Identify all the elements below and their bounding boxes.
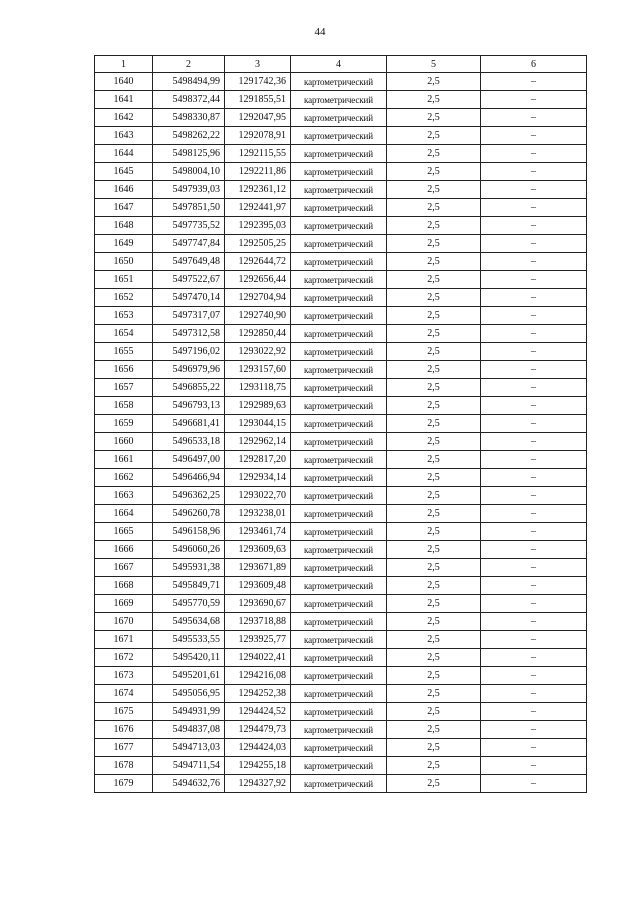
method-cell: картометрический — [291, 721, 387, 739]
table-row — [95, 541, 587, 559]
y-coordinate-cell: 1294255,18 — [225, 757, 291, 775]
method-cell: картометрический — [291, 541, 387, 559]
coordinates-table — [94, 55, 587, 793]
y-coordinate-cell: 1293671,89 — [225, 559, 291, 577]
table-row — [95, 703, 587, 721]
x-coordinate-cell: 5497522,67 — [153, 271, 225, 289]
x-coordinate-cell: 5496260,78 — [153, 505, 225, 523]
note-cell: – — [481, 505, 587, 523]
point-number-cell: 1679 — [95, 775, 153, 793]
point-number-cell: 1678 — [95, 757, 153, 775]
note-cell: – — [481, 91, 587, 109]
y-coordinate-cell: 1294424,52 — [225, 703, 291, 721]
header-cell: 4 — [291, 56, 387, 73]
method-cell: картометрический — [291, 217, 387, 235]
point-number-cell: 1660 — [95, 433, 153, 451]
y-coordinate-cell: 1293925,77 — [225, 631, 291, 649]
table-row — [95, 505, 587, 523]
note-cell: – — [481, 433, 587, 451]
y-coordinate-cell: 1292962,14 — [225, 433, 291, 451]
y-coordinate-cell: 1292934,14 — [225, 469, 291, 487]
table-row — [95, 91, 587, 109]
method-cell: картометрический — [291, 361, 387, 379]
x-coordinate-cell: 5494713,03 — [153, 739, 225, 757]
x-coordinate-cell: 5495931,38 — [153, 559, 225, 577]
point-number-cell: 1643 — [95, 127, 153, 145]
x-coordinate-cell: 5498004,10 — [153, 163, 225, 181]
table-row — [95, 217, 587, 235]
y-coordinate-cell: 1293157,60 — [225, 361, 291, 379]
accuracy-cell: 2,5 — [387, 109, 481, 127]
table-row — [95, 361, 587, 379]
point-number-cell: 1662 — [95, 469, 153, 487]
method-cell: картометрический — [291, 775, 387, 793]
method-cell: картометрический — [291, 469, 387, 487]
x-coordinate-cell: 5498372,44 — [153, 91, 225, 109]
accuracy-cell: 2,5 — [387, 253, 481, 271]
table-row — [95, 775, 587, 793]
method-cell: картометрический — [291, 415, 387, 433]
y-coordinate-cell: 1293609,63 — [225, 541, 291, 559]
accuracy-cell: 2,5 — [387, 451, 481, 469]
method-cell: картометрический — [291, 559, 387, 577]
point-number-cell: 1645 — [95, 163, 153, 181]
y-coordinate-cell: 1293461,74 — [225, 523, 291, 541]
x-coordinate-cell: 5497939,03 — [153, 181, 225, 199]
method-cell: картометрический — [291, 379, 387, 397]
x-coordinate-cell: 5495201,61 — [153, 667, 225, 685]
accuracy-cell: 2,5 — [387, 235, 481, 253]
method-cell: картометрический — [291, 613, 387, 631]
x-coordinate-cell: 5495420,11 — [153, 649, 225, 667]
method-cell: картометрический — [291, 433, 387, 451]
method-cell: картометрический — [291, 235, 387, 253]
x-coordinate-cell: 5497317,07 — [153, 307, 225, 325]
x-coordinate-cell: 5497851,50 — [153, 199, 225, 217]
header-cell: 5 — [387, 56, 481, 73]
note-cell: – — [481, 289, 587, 307]
table-row — [95, 307, 587, 325]
accuracy-cell: 2,5 — [387, 559, 481, 577]
y-coordinate-cell: 1293718,88 — [225, 613, 291, 631]
x-coordinate-cell: 5495849,71 — [153, 577, 225, 595]
note-cell: – — [481, 685, 587, 703]
x-coordinate-cell: 5496158,96 — [153, 523, 225, 541]
y-coordinate-cell: 1293238,01 — [225, 505, 291, 523]
note-cell: – — [481, 199, 587, 217]
method-cell: картометрический — [291, 757, 387, 775]
y-coordinate-cell: 1292817,20 — [225, 451, 291, 469]
note-cell: – — [481, 649, 587, 667]
x-coordinate-cell: 5497312,58 — [153, 325, 225, 343]
point-number-cell: 1650 — [95, 253, 153, 271]
point-number-cell: 1652 — [95, 289, 153, 307]
point-number-cell: 1675 — [95, 703, 153, 721]
method-cell: картометрический — [291, 451, 387, 469]
table-row — [95, 595, 587, 613]
table-row — [95, 145, 587, 163]
y-coordinate-cell: 1292850,44 — [225, 325, 291, 343]
header-cell: 6 — [481, 56, 587, 73]
x-coordinate-cell: 5496362,25 — [153, 487, 225, 505]
method-cell: картометрический — [291, 739, 387, 757]
accuracy-cell: 2,5 — [387, 703, 481, 721]
accuracy-cell: 2,5 — [387, 307, 481, 325]
point-number-cell: 1658 — [95, 397, 153, 415]
table-row — [95, 649, 587, 667]
note-cell: – — [481, 271, 587, 289]
x-coordinate-cell: 5496793,13 — [153, 397, 225, 415]
point-number-cell: 1671 — [95, 631, 153, 649]
point-number-cell: 1648 — [95, 217, 153, 235]
accuracy-cell: 2,5 — [387, 397, 481, 415]
table-row — [95, 163, 587, 181]
accuracy-cell: 2,5 — [387, 469, 481, 487]
accuracy-cell: 2,5 — [387, 199, 481, 217]
table-row — [95, 289, 587, 307]
note-cell: – — [481, 73, 587, 91]
table-row — [95, 739, 587, 757]
x-coordinate-cell: 5498262,22 — [153, 127, 225, 145]
y-coordinate-cell: 1293690,67 — [225, 595, 291, 613]
table-row — [95, 559, 587, 577]
point-number-cell: 1659 — [95, 415, 153, 433]
method-cell: картометрический — [291, 397, 387, 415]
x-coordinate-cell: 5495533,55 — [153, 631, 225, 649]
accuracy-cell: 2,5 — [387, 415, 481, 433]
note-cell: – — [481, 325, 587, 343]
point-number-cell: 1676 — [95, 721, 153, 739]
y-coordinate-cell: 1292505,25 — [225, 235, 291, 253]
accuracy-cell: 2,5 — [387, 505, 481, 523]
note-cell: – — [481, 523, 587, 541]
y-coordinate-cell: 1293609,48 — [225, 577, 291, 595]
table-row — [95, 757, 587, 775]
y-coordinate-cell: 1292441,97 — [225, 199, 291, 217]
y-coordinate-cell: 1294424,03 — [225, 739, 291, 757]
accuracy-cell: 2,5 — [387, 163, 481, 181]
note-cell: – — [481, 307, 587, 325]
point-number-cell: 1640 — [95, 73, 153, 91]
table-row — [95, 127, 587, 145]
table-row — [95, 523, 587, 541]
point-number-cell: 1656 — [95, 361, 153, 379]
accuracy-cell: 2,5 — [387, 613, 481, 631]
x-coordinate-cell: 5498330,87 — [153, 109, 225, 127]
method-cell: картометрический — [291, 523, 387, 541]
point-number-cell: 1664 — [95, 505, 153, 523]
x-coordinate-cell: 5498494,99 — [153, 73, 225, 91]
x-coordinate-cell: 5496979,96 — [153, 361, 225, 379]
method-cell: картометрический — [291, 307, 387, 325]
note-cell: – — [481, 469, 587, 487]
y-coordinate-cell: 1294327,92 — [225, 775, 291, 793]
x-coordinate-cell: 5498125,96 — [153, 145, 225, 163]
y-coordinate-cell: 1292395,03 — [225, 217, 291, 235]
note-cell: – — [481, 559, 587, 577]
point-number-cell: 1677 — [95, 739, 153, 757]
note-cell: – — [481, 721, 587, 739]
note-cell: – — [481, 703, 587, 721]
table-row — [95, 721, 587, 739]
x-coordinate-cell: 5494837,08 — [153, 721, 225, 739]
method-cell: картометрический — [291, 631, 387, 649]
accuracy-cell: 2,5 — [387, 91, 481, 109]
point-number-cell: 1657 — [95, 379, 153, 397]
table-row — [95, 487, 587, 505]
accuracy-cell: 2,5 — [387, 577, 481, 595]
method-cell: картометрический — [291, 577, 387, 595]
method-cell: картометрический — [291, 145, 387, 163]
table-row — [95, 271, 587, 289]
accuracy-cell: 2,5 — [387, 523, 481, 541]
note-cell: – — [481, 613, 587, 631]
table-header-row — [95, 56, 587, 73]
table-row — [95, 235, 587, 253]
accuracy-cell: 2,5 — [387, 325, 481, 343]
table-row — [95, 631, 587, 649]
table-row — [95, 685, 587, 703]
y-coordinate-cell: 1292704,94 — [225, 289, 291, 307]
point-number-cell: 1668 — [95, 577, 153, 595]
note-cell: – — [481, 253, 587, 271]
note-cell: – — [481, 577, 587, 595]
x-coordinate-cell: 5494711,54 — [153, 757, 225, 775]
note-cell: – — [481, 451, 587, 469]
header-cell: 3 — [225, 56, 291, 73]
note-cell: – — [481, 775, 587, 793]
point-number-cell: 1661 — [95, 451, 153, 469]
point-number-cell: 1647 — [95, 199, 153, 217]
y-coordinate-cell: 1292115,55 — [225, 145, 291, 163]
note-cell: – — [481, 127, 587, 145]
table-row — [95, 253, 587, 271]
point-number-cell: 1673 — [95, 667, 153, 685]
method-cell: картометрический — [291, 253, 387, 271]
point-number-cell: 1667 — [95, 559, 153, 577]
y-coordinate-cell: 1292047,95 — [225, 109, 291, 127]
table-row — [95, 325, 587, 343]
note-cell: – — [481, 487, 587, 505]
y-coordinate-cell: 1292361,12 — [225, 181, 291, 199]
note-cell: – — [481, 145, 587, 163]
accuracy-cell: 2,5 — [387, 379, 481, 397]
point-number-cell: 1653 — [95, 307, 153, 325]
x-coordinate-cell: 5496533,18 — [153, 433, 225, 451]
accuracy-cell: 2,5 — [387, 217, 481, 235]
point-number-cell: 1670 — [95, 613, 153, 631]
point-number-cell: 1651 — [95, 271, 153, 289]
header-cell: 2 — [153, 56, 225, 73]
table-row — [95, 577, 587, 595]
method-cell: картометрический — [291, 505, 387, 523]
method-cell: картометрический — [291, 181, 387, 199]
method-cell: картометрический — [291, 667, 387, 685]
accuracy-cell: 2,5 — [387, 487, 481, 505]
point-number-cell: 1672 — [95, 649, 153, 667]
note-cell: – — [481, 361, 587, 379]
point-number-cell: 1655 — [95, 343, 153, 361]
accuracy-cell: 2,5 — [387, 73, 481, 91]
point-number-cell: 1642 — [95, 109, 153, 127]
table-row — [95, 397, 587, 415]
x-coordinate-cell: 5497747,84 — [153, 235, 225, 253]
table-row — [95, 379, 587, 397]
note-cell: – — [481, 415, 587, 433]
method-cell: картометрический — [291, 289, 387, 307]
note-cell: – — [481, 163, 587, 181]
accuracy-cell: 2,5 — [387, 631, 481, 649]
accuracy-cell: 2,5 — [387, 649, 481, 667]
x-coordinate-cell: 5495634,68 — [153, 613, 225, 631]
point-number-cell: 1663 — [95, 487, 153, 505]
method-cell: картометрический — [291, 703, 387, 721]
table-row — [95, 343, 587, 361]
note-cell: – — [481, 343, 587, 361]
y-coordinate-cell: 1294022,41 — [225, 649, 291, 667]
note-cell: – — [481, 109, 587, 127]
accuracy-cell: 2,5 — [387, 181, 481, 199]
table-row — [95, 667, 587, 685]
table-row — [95, 73, 587, 91]
y-coordinate-cell: 1293022,70 — [225, 487, 291, 505]
y-coordinate-cell: 1294479,73 — [225, 721, 291, 739]
accuracy-cell: 2,5 — [387, 271, 481, 289]
header-cell: 1 — [95, 56, 153, 73]
method-cell: картометрический — [291, 685, 387, 703]
x-coordinate-cell: 5496855,22 — [153, 379, 225, 397]
x-coordinate-cell: 5496497,00 — [153, 451, 225, 469]
method-cell: картометрический — [291, 325, 387, 343]
x-coordinate-cell: 5497735,52 — [153, 217, 225, 235]
x-coordinate-cell: 5496466,94 — [153, 469, 225, 487]
note-cell: – — [481, 631, 587, 649]
x-coordinate-cell: 5497470,14 — [153, 289, 225, 307]
accuracy-cell: 2,5 — [387, 433, 481, 451]
table-row — [95, 451, 587, 469]
point-number-cell: 1641 — [95, 91, 153, 109]
method-cell: картометрический — [291, 649, 387, 667]
y-coordinate-cell: 1291742,36 — [225, 73, 291, 91]
x-coordinate-cell: 5495056,95 — [153, 685, 225, 703]
accuracy-cell: 2,5 — [387, 685, 481, 703]
method-cell: картометрический — [291, 595, 387, 613]
accuracy-cell: 2,5 — [387, 145, 481, 163]
table-row — [95, 433, 587, 451]
y-coordinate-cell: 1294216,08 — [225, 667, 291, 685]
y-coordinate-cell: 1292656,44 — [225, 271, 291, 289]
note-cell: – — [481, 181, 587, 199]
point-number-cell: 1649 — [95, 235, 153, 253]
point-number-cell: 1674 — [95, 685, 153, 703]
point-number-cell: 1646 — [95, 181, 153, 199]
note-cell: – — [481, 739, 587, 757]
accuracy-cell: 2,5 — [387, 775, 481, 793]
note-cell: – — [481, 667, 587, 685]
method-cell: картометрический — [291, 343, 387, 361]
y-coordinate-cell: 1293022,92 — [225, 343, 291, 361]
point-number-cell: 1666 — [95, 541, 153, 559]
y-coordinate-cell: 1293044,15 — [225, 415, 291, 433]
x-coordinate-cell: 5497196,02 — [153, 343, 225, 361]
accuracy-cell: 2,5 — [387, 739, 481, 757]
accuracy-cell: 2,5 — [387, 361, 481, 379]
note-cell: – — [481, 541, 587, 559]
y-coordinate-cell: 1292211,86 — [225, 163, 291, 181]
y-coordinate-cell: 1291855,51 — [225, 91, 291, 109]
x-coordinate-cell: 5494931,99 — [153, 703, 225, 721]
note-cell: – — [481, 217, 587, 235]
y-coordinate-cell: 1292989,63 — [225, 397, 291, 415]
y-coordinate-cell: 1292740,90 — [225, 307, 291, 325]
point-number-cell: 1654 — [95, 325, 153, 343]
x-coordinate-cell: 5497649,48 — [153, 253, 225, 271]
method-cell: картометрический — [291, 109, 387, 127]
table-row — [95, 181, 587, 199]
accuracy-cell: 2,5 — [387, 541, 481, 559]
accuracy-cell: 2,5 — [387, 667, 481, 685]
y-coordinate-cell: 1292644,72 — [225, 253, 291, 271]
note-cell: – — [481, 757, 587, 775]
method-cell: картометрический — [291, 91, 387, 109]
table-row — [95, 199, 587, 217]
method-cell: картометрический — [291, 127, 387, 145]
note-cell: – — [481, 235, 587, 253]
note-cell: – — [481, 397, 587, 415]
note-cell: – — [481, 595, 587, 613]
method-cell: картометрический — [291, 73, 387, 91]
y-coordinate-cell: 1292078,91 — [225, 127, 291, 145]
page-number: 44 — [314, 26, 326, 38]
accuracy-cell: 2,5 — [387, 127, 481, 145]
accuracy-cell: 2,5 — [387, 343, 481, 361]
accuracy-cell: 2,5 — [387, 595, 481, 613]
table-row — [95, 415, 587, 433]
x-coordinate-cell: 5494632,76 — [153, 775, 225, 793]
method-cell: картометрический — [291, 487, 387, 505]
method-cell: картометрический — [291, 163, 387, 181]
accuracy-cell: 2,5 — [387, 757, 481, 775]
point-number-cell: 1665 — [95, 523, 153, 541]
x-coordinate-cell: 5495770,59 — [153, 595, 225, 613]
table-row — [95, 469, 587, 487]
x-coordinate-cell: 5496060,26 — [153, 541, 225, 559]
note-cell: – — [481, 379, 587, 397]
point-number-cell: 1669 — [95, 595, 153, 613]
table-row — [95, 109, 587, 127]
accuracy-cell: 2,5 — [387, 289, 481, 307]
method-cell: картометрический — [291, 199, 387, 217]
accuracy-cell: 2,5 — [387, 721, 481, 739]
table-row — [95, 613, 587, 631]
y-coordinate-cell: 1294252,38 — [225, 685, 291, 703]
point-number-cell: 1644 — [95, 145, 153, 163]
x-coordinate-cell: 5496681,41 — [153, 415, 225, 433]
method-cell: картометрический — [291, 271, 387, 289]
y-coordinate-cell: 1293118,75 — [225, 379, 291, 397]
